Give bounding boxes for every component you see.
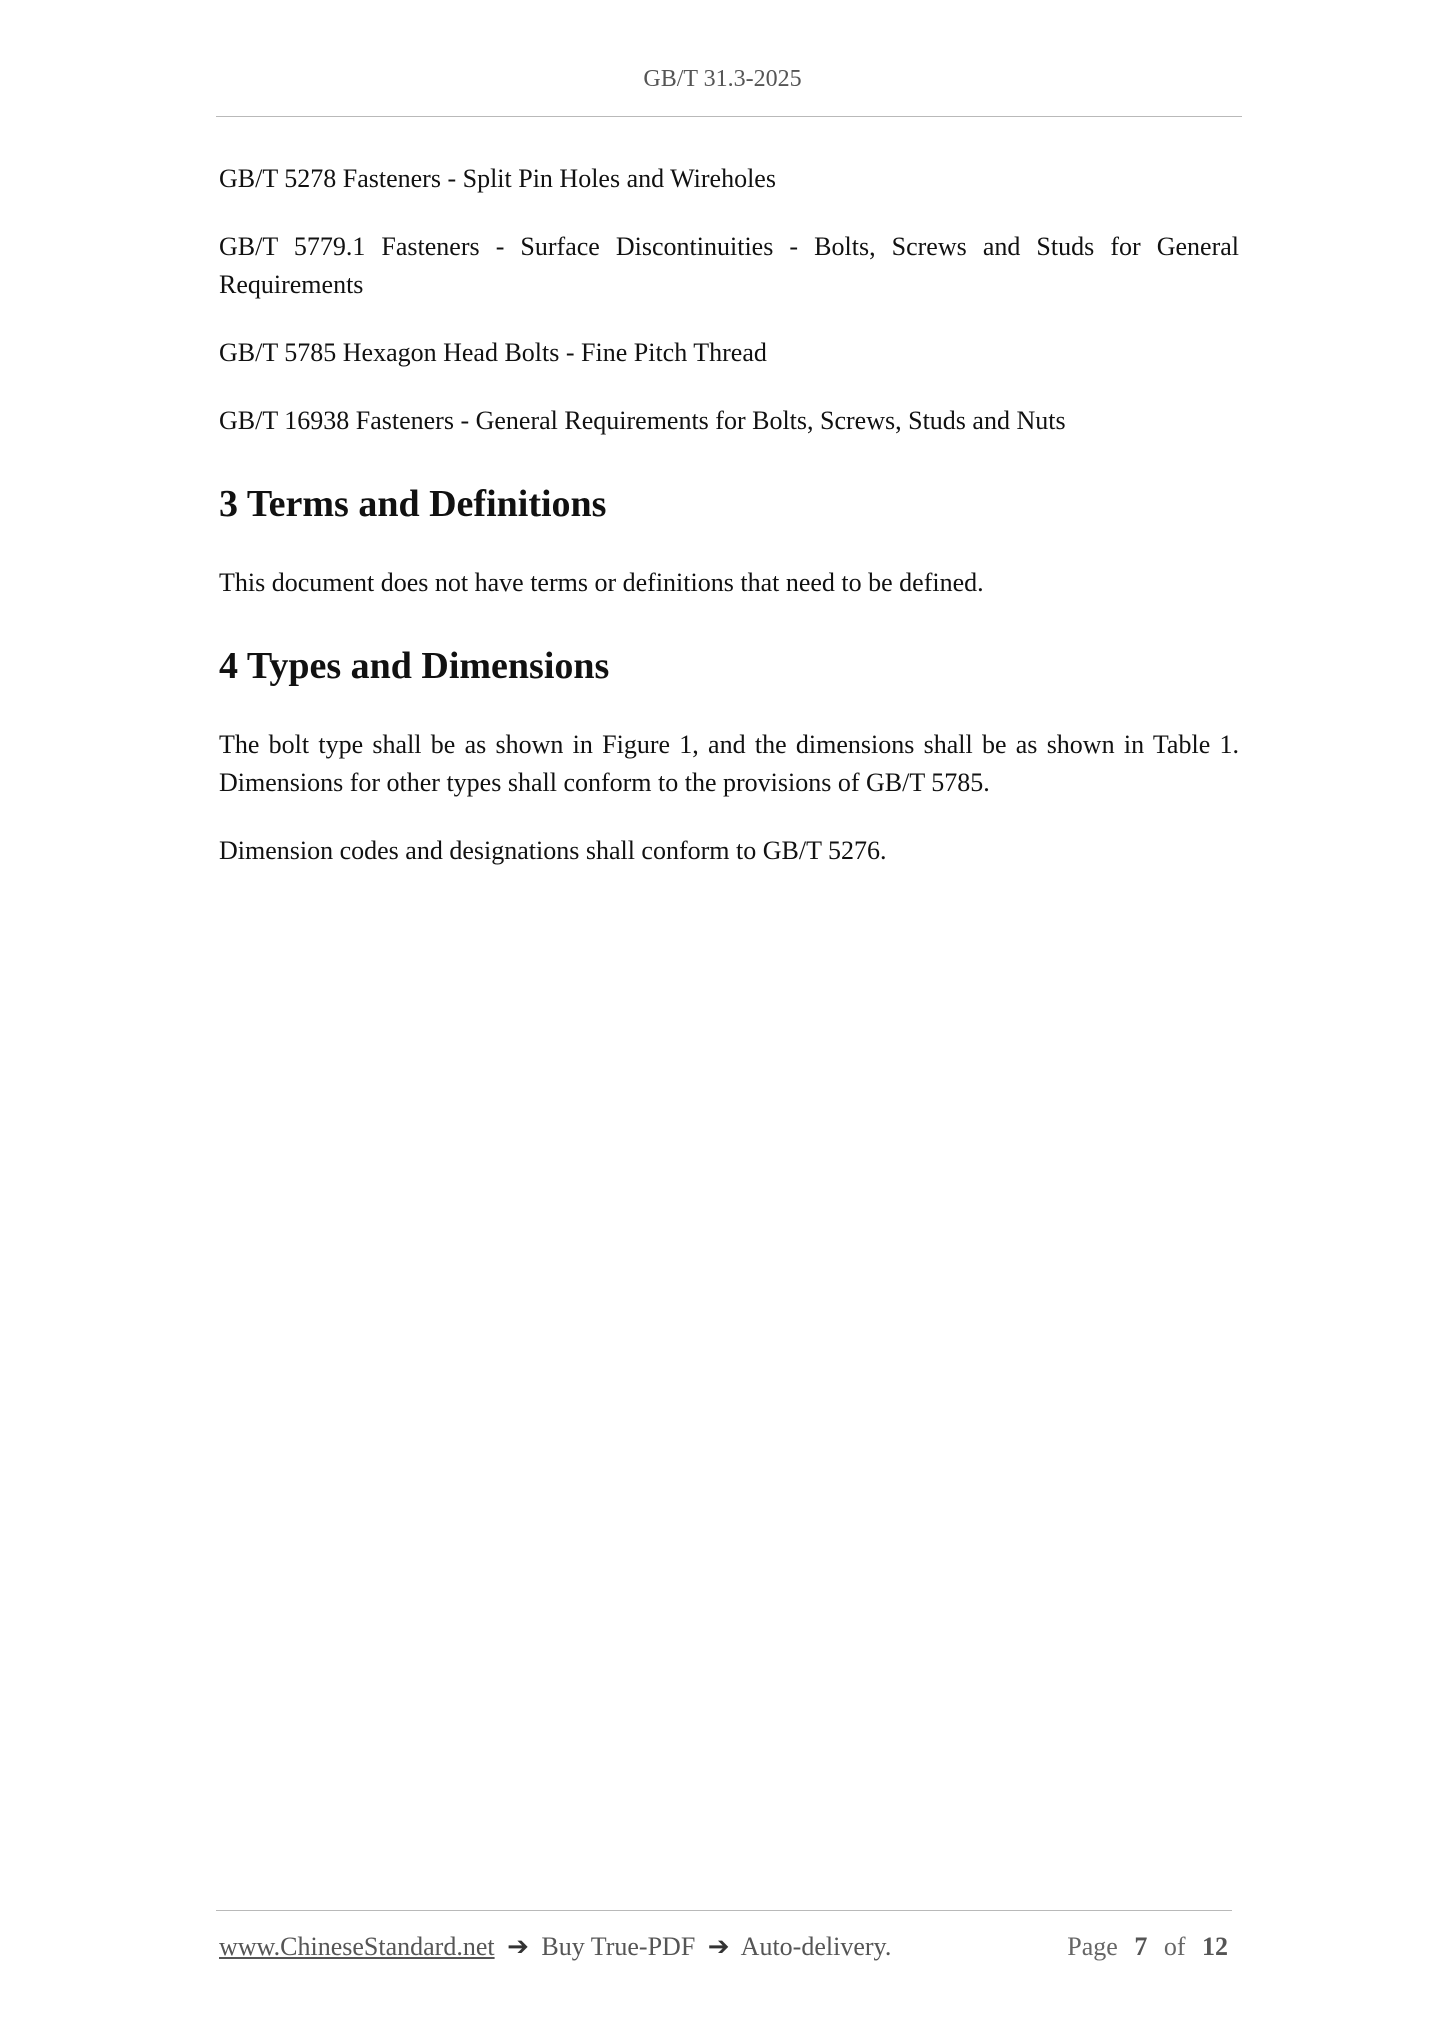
arrow-right-icon: ➔ [507,1932,529,1961]
auto-delivery-text: Auto-delivery. [740,1932,892,1961]
document-body [219,160,1239,900]
total-pages-number: 12 [1202,1932,1228,1961]
page-header: GB/T 31.3-2025 [643,66,802,92]
buy-true-pdf-text: Buy True-PDF [541,1932,696,1961]
reference-gbt-16938: GB/T 16938 Fasteners - General Requirements for Bolts, Screws, Studs and Nuts [219,406,1066,435]
site-link[interactable]: www.ChineseStandard.net [219,1932,495,1961]
footer-divider [216,1910,1232,1911]
footer-promo [219,1932,891,1962]
section-4-paragraph-2: Dimension codes and designations shall conform to GB/T 5276. [219,836,887,865]
current-page-number: 7 [1134,1932,1148,1961]
section-4-heading: 4 Types and Dimensions [219,645,610,687]
section-3-text: This document does not have terms or definitions that need to be defined. [219,568,984,597]
reference-gbt-5278: GB/T 5278 Fasteners - Split Pin Holes and Wireholes [219,164,776,193]
section-3-heading: 3 Terms and Definitions [219,483,607,525]
arrow-right-icon: ➔ [707,1932,730,1961]
section-4-paragraph-1: The bolt type shall be as shown in Figure 1, and the dimensions shall be as shown in Table 1. Dimensions for other types shall conform to the provisions of GB/T 5785. [219,730,1239,797]
of-label: of [1163,1932,1186,1961]
page-label: Page [1067,1932,1118,1961]
reference-gbt-5785: GB/T 5785 Hexagon Head Bolts - Fine Pitch Thread [219,338,767,367]
header-divider [216,116,1242,117]
reference-gbt-5779-1: GB/T 5779.1 Fasteners - Surface Discontinuities - Bolts, Screws and Studs for General Requirements [219,232,1239,299]
page-indicator [1067,1932,1228,1962]
